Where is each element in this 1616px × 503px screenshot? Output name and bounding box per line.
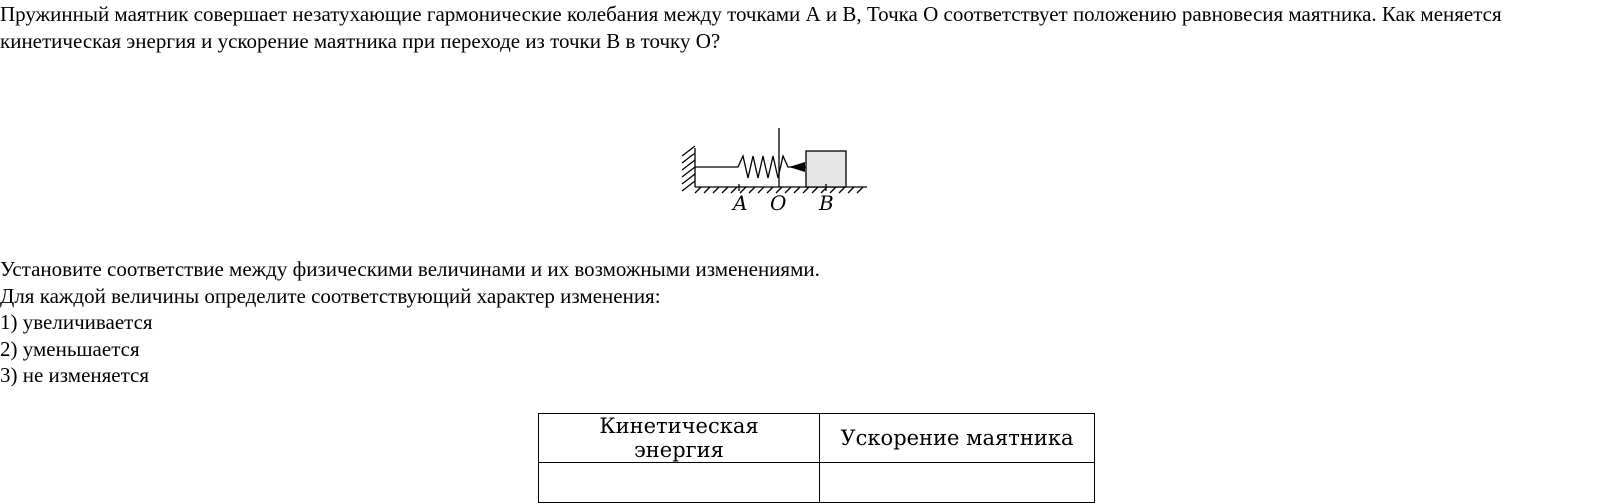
option-unchanged: 3) не изменяется (0, 363, 150, 387)
answer-table-input-row (539, 463, 1095, 503)
answer-cell-kinetic-energy[interactable] (539, 463, 820, 503)
answer-table (538, 413, 1095, 503)
point-b-label: B (819, 191, 834, 215)
option-increases: 1) увеличивается (0, 310, 153, 334)
force-arrow (789, 162, 805, 172)
spring-pendulum-diagram (678, 128, 868, 220)
instruction-line-1: Установите соответствие между физическими величинами и их возможными изменениями. (0, 257, 820, 281)
point-o-label: O (770, 191, 787, 215)
wall-mount (682, 146, 695, 191)
answer-table-header-row (539, 414, 1095, 463)
header-kinetic-energy: Кинетическая энергия (539, 414, 820, 463)
instruction-line-2: Для каждой величины определите соответствующий характер изменения: (0, 283, 661, 308)
instructions-block (0, 256, 820, 389)
question-text: Пружинный маятник совершает незатухающие гармонические колебания между точками А и В, Точка О соответствует положению равновесия маятника. Как меняется кинетическая энергия и ускорение маятника при переходе из точки В в точку О? (0, 2, 1502, 53)
header-acceleration: Ускорение маятника (820, 414, 1095, 463)
point-a-label: A (733, 191, 748, 215)
answer-cell-acceleration[interactable] (820, 463, 1095, 503)
option-decreases: 2) уменьшается (0, 336, 140, 361)
mass-block (806, 151, 846, 187)
